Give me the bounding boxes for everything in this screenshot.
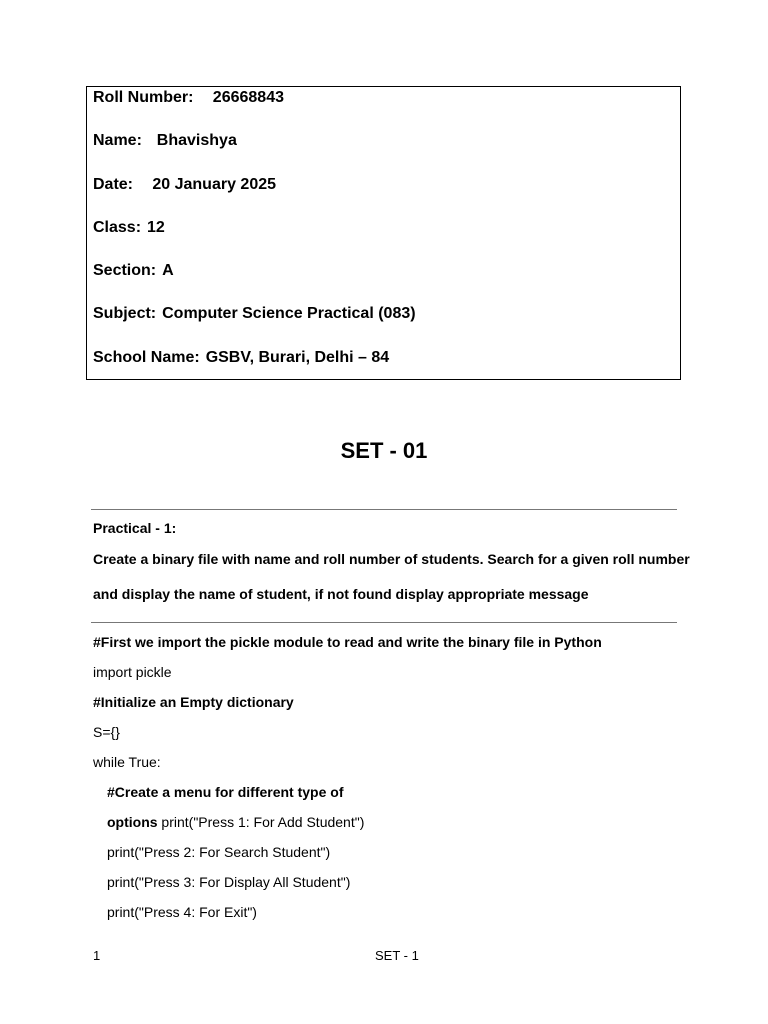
date-value: 20 January 2025	[152, 176, 277, 193]
footer-page-number: 1	[93, 948, 101, 963]
school-value: GSBV, Burari, Delhi – 84	[205, 349, 390, 366]
subject-line	[93, 305, 416, 323]
name-label: Name:	[93, 132, 142, 149]
code-comment-menu: #Create a menu for different type of	[107, 784, 344, 800]
class-line	[93, 219, 165, 237]
question-line-1: Create a binary file with name and roll number of students. Search for a given roll number	[93, 551, 690, 567]
code-line-dict: S={}	[93, 724, 120, 740]
name-value: Bhavishya	[156, 132, 237, 149]
date-label: Date:	[93, 176, 134, 193]
bottom-divider	[91, 622, 677, 623]
subject-label: Subject:	[93, 305, 157, 322]
code-line-import: import pickle	[93, 664, 172, 680]
code-comment-import: #First we import the pickle module to read and write the binary file in Python	[93, 634, 602, 650]
code-line-print1	[107, 814, 364, 830]
code-print1: print("Press 1: For Add Student")	[157, 814, 365, 830]
code-line-print2: print("Press 2: For Search Student")	[107, 844, 331, 860]
date-line	[93, 176, 276, 194]
subject-value: Computer Science Practical (083)	[162, 305, 416, 322]
code-comment-menu-cont: options	[107, 814, 158, 830]
section-line	[93, 262, 174, 280]
roll-number-value: 26668843	[212, 89, 284, 106]
section-value: A	[162, 262, 174, 279]
code-line-print4: print("Press 4: For Exit")	[107, 904, 257, 920]
roll-number-line	[93, 89, 284, 107]
question-line-2: and display the name of student, if not found display appropriate message	[93, 586, 589, 602]
code-line-print3: print("Press 3: For Display All Student")	[107, 874, 351, 890]
school-line	[93, 349, 389, 367]
student-info-box	[86, 86, 681, 380]
practical-heading: Practical - 1:	[93, 520, 177, 536]
code-comment-dict: #Initialize an Empty dictionary	[93, 694, 294, 710]
school-label: School Name:	[93, 349, 200, 366]
top-divider	[91, 509, 677, 510]
roll-number-label: Roll Number:	[93, 89, 194, 106]
class-value: 12	[147, 219, 165, 236]
footer-set-label: SET - 1	[375, 948, 419, 963]
set-title: SET - 01	[340, 438, 428, 463]
name-line	[93, 132, 237, 150]
code-line-while: while True:	[93, 754, 161, 770]
section-label: Section:	[93, 262, 157, 279]
class-label: Class:	[93, 219, 142, 236]
